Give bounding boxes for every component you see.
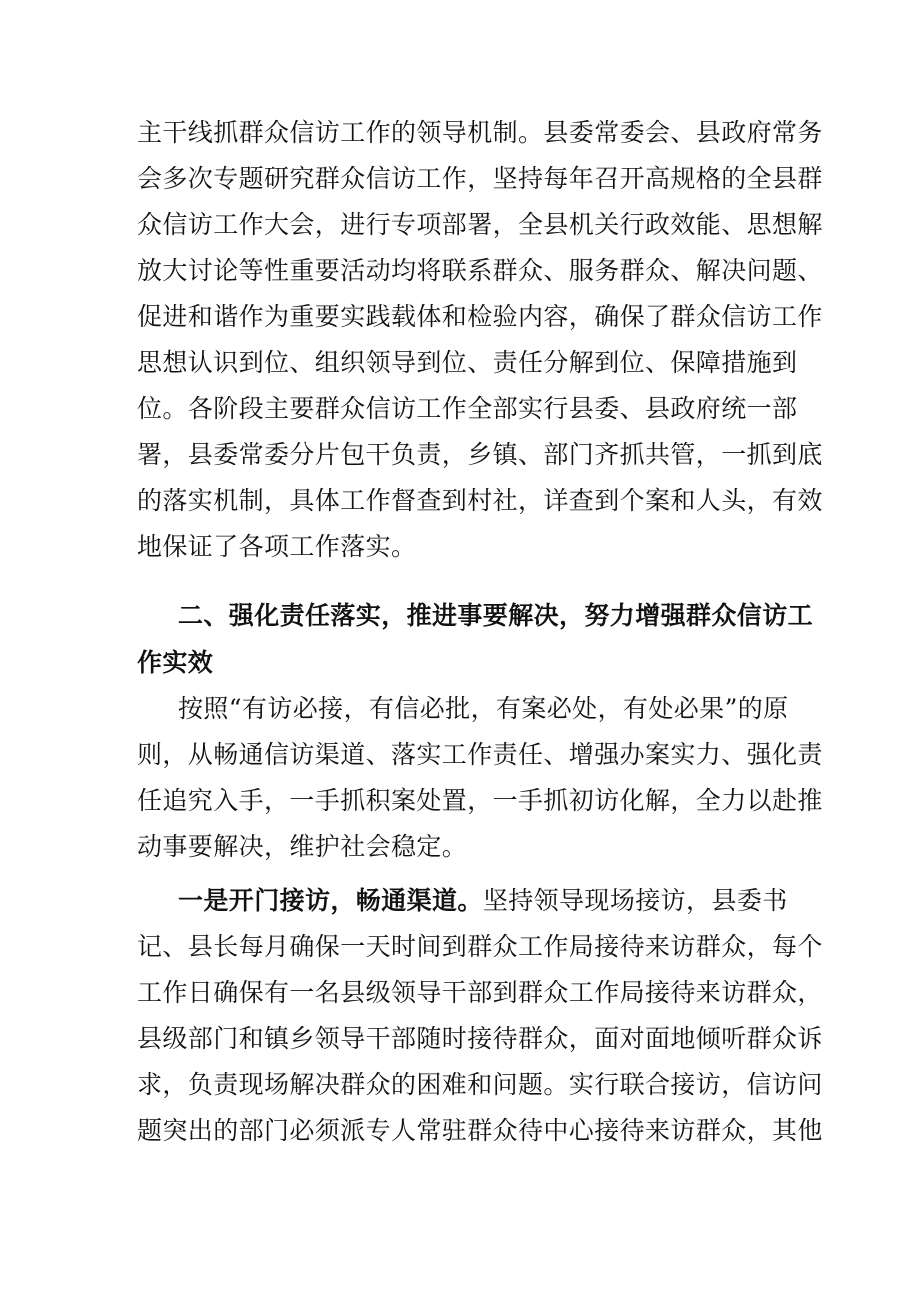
paragraph-line: 求，负责现场解决群众的困难和问题。实行联合接访，信访问	[137, 1070, 823, 1099]
paragraph-line: 按照“有访必接，有信必批，有案必处，有处必果”的原	[178, 694, 789, 723]
paragraph-line: 位。各阶段主要群众信访工作全部实行县委、县政府统一部	[137, 394, 798, 423]
paragraph-line: 众信访工作大会，进行专项部署，全县机关行政效能、思想解	[137, 210, 823, 239]
paragraph-line: 主干线抓群众信访工作的领导机制。县委常委会、县政府常务	[137, 118, 823, 147]
paragraph-line: 记、县长每月确保一天时间到群众工作局接待来访群众，每个	[137, 932, 823, 961]
paragraph-line: 动事要解决，维护社会稳定。	[137, 832, 468, 861]
paragraph-line: 任追究入手，一手抓积案处置，一手抓初访化解，全力以赴推	[137, 786, 823, 815]
paragraph-line: 会多次专题研究群众信访工作，坚持每年召开高规格的全县群	[137, 164, 823, 193]
paragraph-line: 促进和谐作为重要实践载体和检验内容，确保了群众信访工作	[137, 302, 823, 331]
paragraph-lead-bold: 一是开门接访，畅通渠道。	[178, 886, 483, 915]
paragraph-line: 题突出的部门必须派专人常驻群众待中心接待来访群众，其他	[137, 1116, 823, 1145]
paragraph-line: 放大讨论等性重要活动均将联系群众、服务群众、解决问题、	[137, 256, 823, 285]
paragraph-line: 思想认识到位、组织领导到位、责任分解到位、保障措施到	[137, 348, 798, 377]
paragraph-line: 工作日确保有一名县级领导干部到群众工作局接待来访群众，	[137, 978, 823, 1007]
paragraph-line: 地保证了各项工作落实。	[137, 532, 417, 561]
section-heading: 二、强化责任落实，推进事要解决，努力增强群众信访工	[178, 601, 814, 630]
paragraph-line	[178, 886, 788, 916]
paragraph-line: 的落实机制，具体工作督查到村社，详查到个案和人头，有效	[137, 486, 823, 515]
paragraph-line: 县级部门和镇乡领导干部随时接待群众，面对面地倾听群众诉	[137, 1024, 823, 1053]
paragraph-lead-text: 坚持领导现场接访，县委书	[482, 886, 788, 915]
paragraph-line: 则，从畅通信访渠道、落实工作责任、增强办案实力、强化责	[137, 740, 823, 769]
section-heading: 作实效	[137, 648, 214, 677]
paragraph-line: 署，县委常委分片包干负责，乡镇、部门齐抓共管，一抓到底	[137, 440, 823, 469]
